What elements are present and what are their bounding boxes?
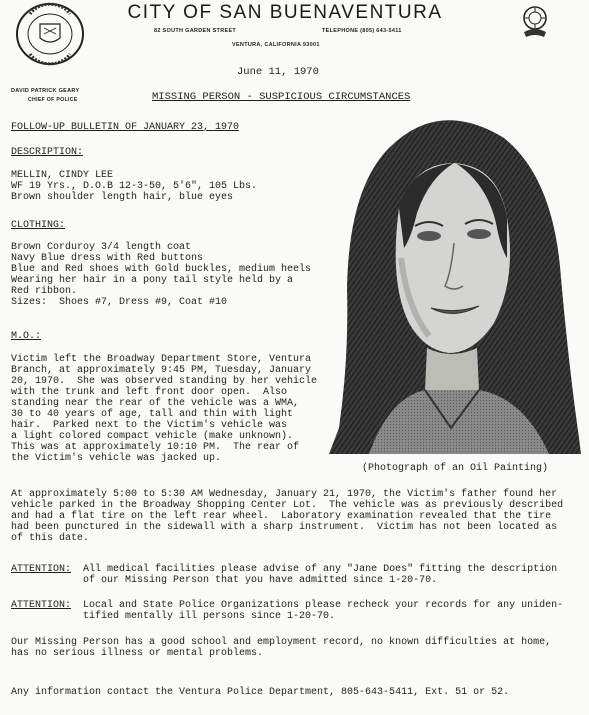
attention-text: of our Missing Person that you have admitted since 1-20-70. [11,575,438,586]
street-address: 82 SOUTH GARDEN STREET [154,28,237,34]
clothing-line: Brown Corduroy 3/4 length coat [11,242,192,253]
clothing-line: Sizes: Shoes #7, Dress #9, Coat #10 [11,297,228,308]
city-seal [14,2,86,66]
description-line: WF 19 Yrs., D.O.B 12-3-50, 5'6", 105 Lbs. [11,181,258,192]
mo-line: 20, 1970. She was observed standing by her vehicle [11,376,318,387]
attention-text: All medical facilities please advise of any "Jane Does" fitting the description [71,564,558,575]
record-line: Our Missing Person has a good school and employment record, no known difficulties at home, [11,637,552,648]
chief-name: DAVID PATRICK GEARY [11,88,80,94]
photo-caption: (Photograph of an Oil Painting) [362,463,549,474]
description-line: MELLIN, CINDY LEE [11,170,114,181]
mo-line: This was at approximately 10:10 PM. The rear of [11,442,300,453]
clothing-line: Blue and Red shoes with Gold buckles, medium heels [11,264,312,275]
mo-line: Victim left the Broadway Department Store, Ventura [11,354,312,365]
mo-line: standing near the rear of the vehicle was a WMA, [11,398,300,409]
mo-line: a light colored compact vehicle (make unknown). [11,431,294,442]
narrative-line: vehicle parked in the Broadway Shopping Center Lot. The vehicle was as previously described [11,500,564,511]
bulletin-date: June 11, 1970 [237,66,319,78]
narrative-line: of this date. [11,533,90,544]
attention-label: ATTENTION: [11,564,72,575]
city-state: VENTURA, CALIFORNIA 93001 [232,42,320,48]
mo-heading: M.O.: [11,331,42,342]
attention-police [11,600,563,611]
narrative-line: had been punctured in the sidewall with a sharp instrument. Victim has not been located as [11,522,558,533]
clothing-line: Red ribbon. [11,286,78,297]
contact-line: Any information contact the Ventura Police Department, 805-643-5411, Ext. 51 or 52. [11,687,510,698]
telephone: TELEPHONE (805) 643-5411 [322,28,402,34]
description-heading: DESCRIPTION: [11,147,84,158]
attention-medical [11,564,557,575]
description-line: Brown shoulder length hair, blue eyes [11,192,234,203]
police-insignia [519,4,551,40]
clothing-line: Wearing her hair in a pony tail style held by a [11,275,294,286]
mo-line: 30 to 40 years of age, tall and thin with light [11,409,294,420]
mo-line: hair. Parked next to the Victim's vehicle was [11,420,288,431]
record-line: has no serious illness or mental problems. [11,648,264,659]
clothing-heading: CLOTHING: [11,220,66,231]
followup-heading: FOLLOW-UP BULLETIN OF JANUARY 23, 1970 [11,122,240,133]
mo-line: the Victim's vehicle was jacked up. [11,453,222,464]
headline: MISSING PERSON - SUSPICIOUS CIRCUMSTANCES [152,91,411,103]
mo-line: Branch, at approximately 9:45 PM, Tuesday, January [11,365,312,376]
attention-text: Local and State Police Organizations please recheck your records for any uniden- [71,600,564,611]
attention-text: tified mentally ill persons since 1-20-70. [11,611,336,622]
narrative-line: and had a flat tire on the left rear wheel. Laboratory examination revealed that the tire [11,511,552,522]
city-title: CITY OF SAN BUENAVENTURA [127,2,443,23]
attention-label: ATTENTION: [11,600,72,611]
narrative-line: At approximately 5:00 to 5:30 AM Wednesday, January 21, 1970, the Victim's father found her [11,489,558,500]
chief-title: CHIEF OF POLICE [28,97,78,103]
missing-person-photo [329,108,581,454]
mo-line: with the trunk and left front door open. Also [11,387,288,398]
clothing-line: Navy Blue dress with Red buttons [11,253,204,264]
